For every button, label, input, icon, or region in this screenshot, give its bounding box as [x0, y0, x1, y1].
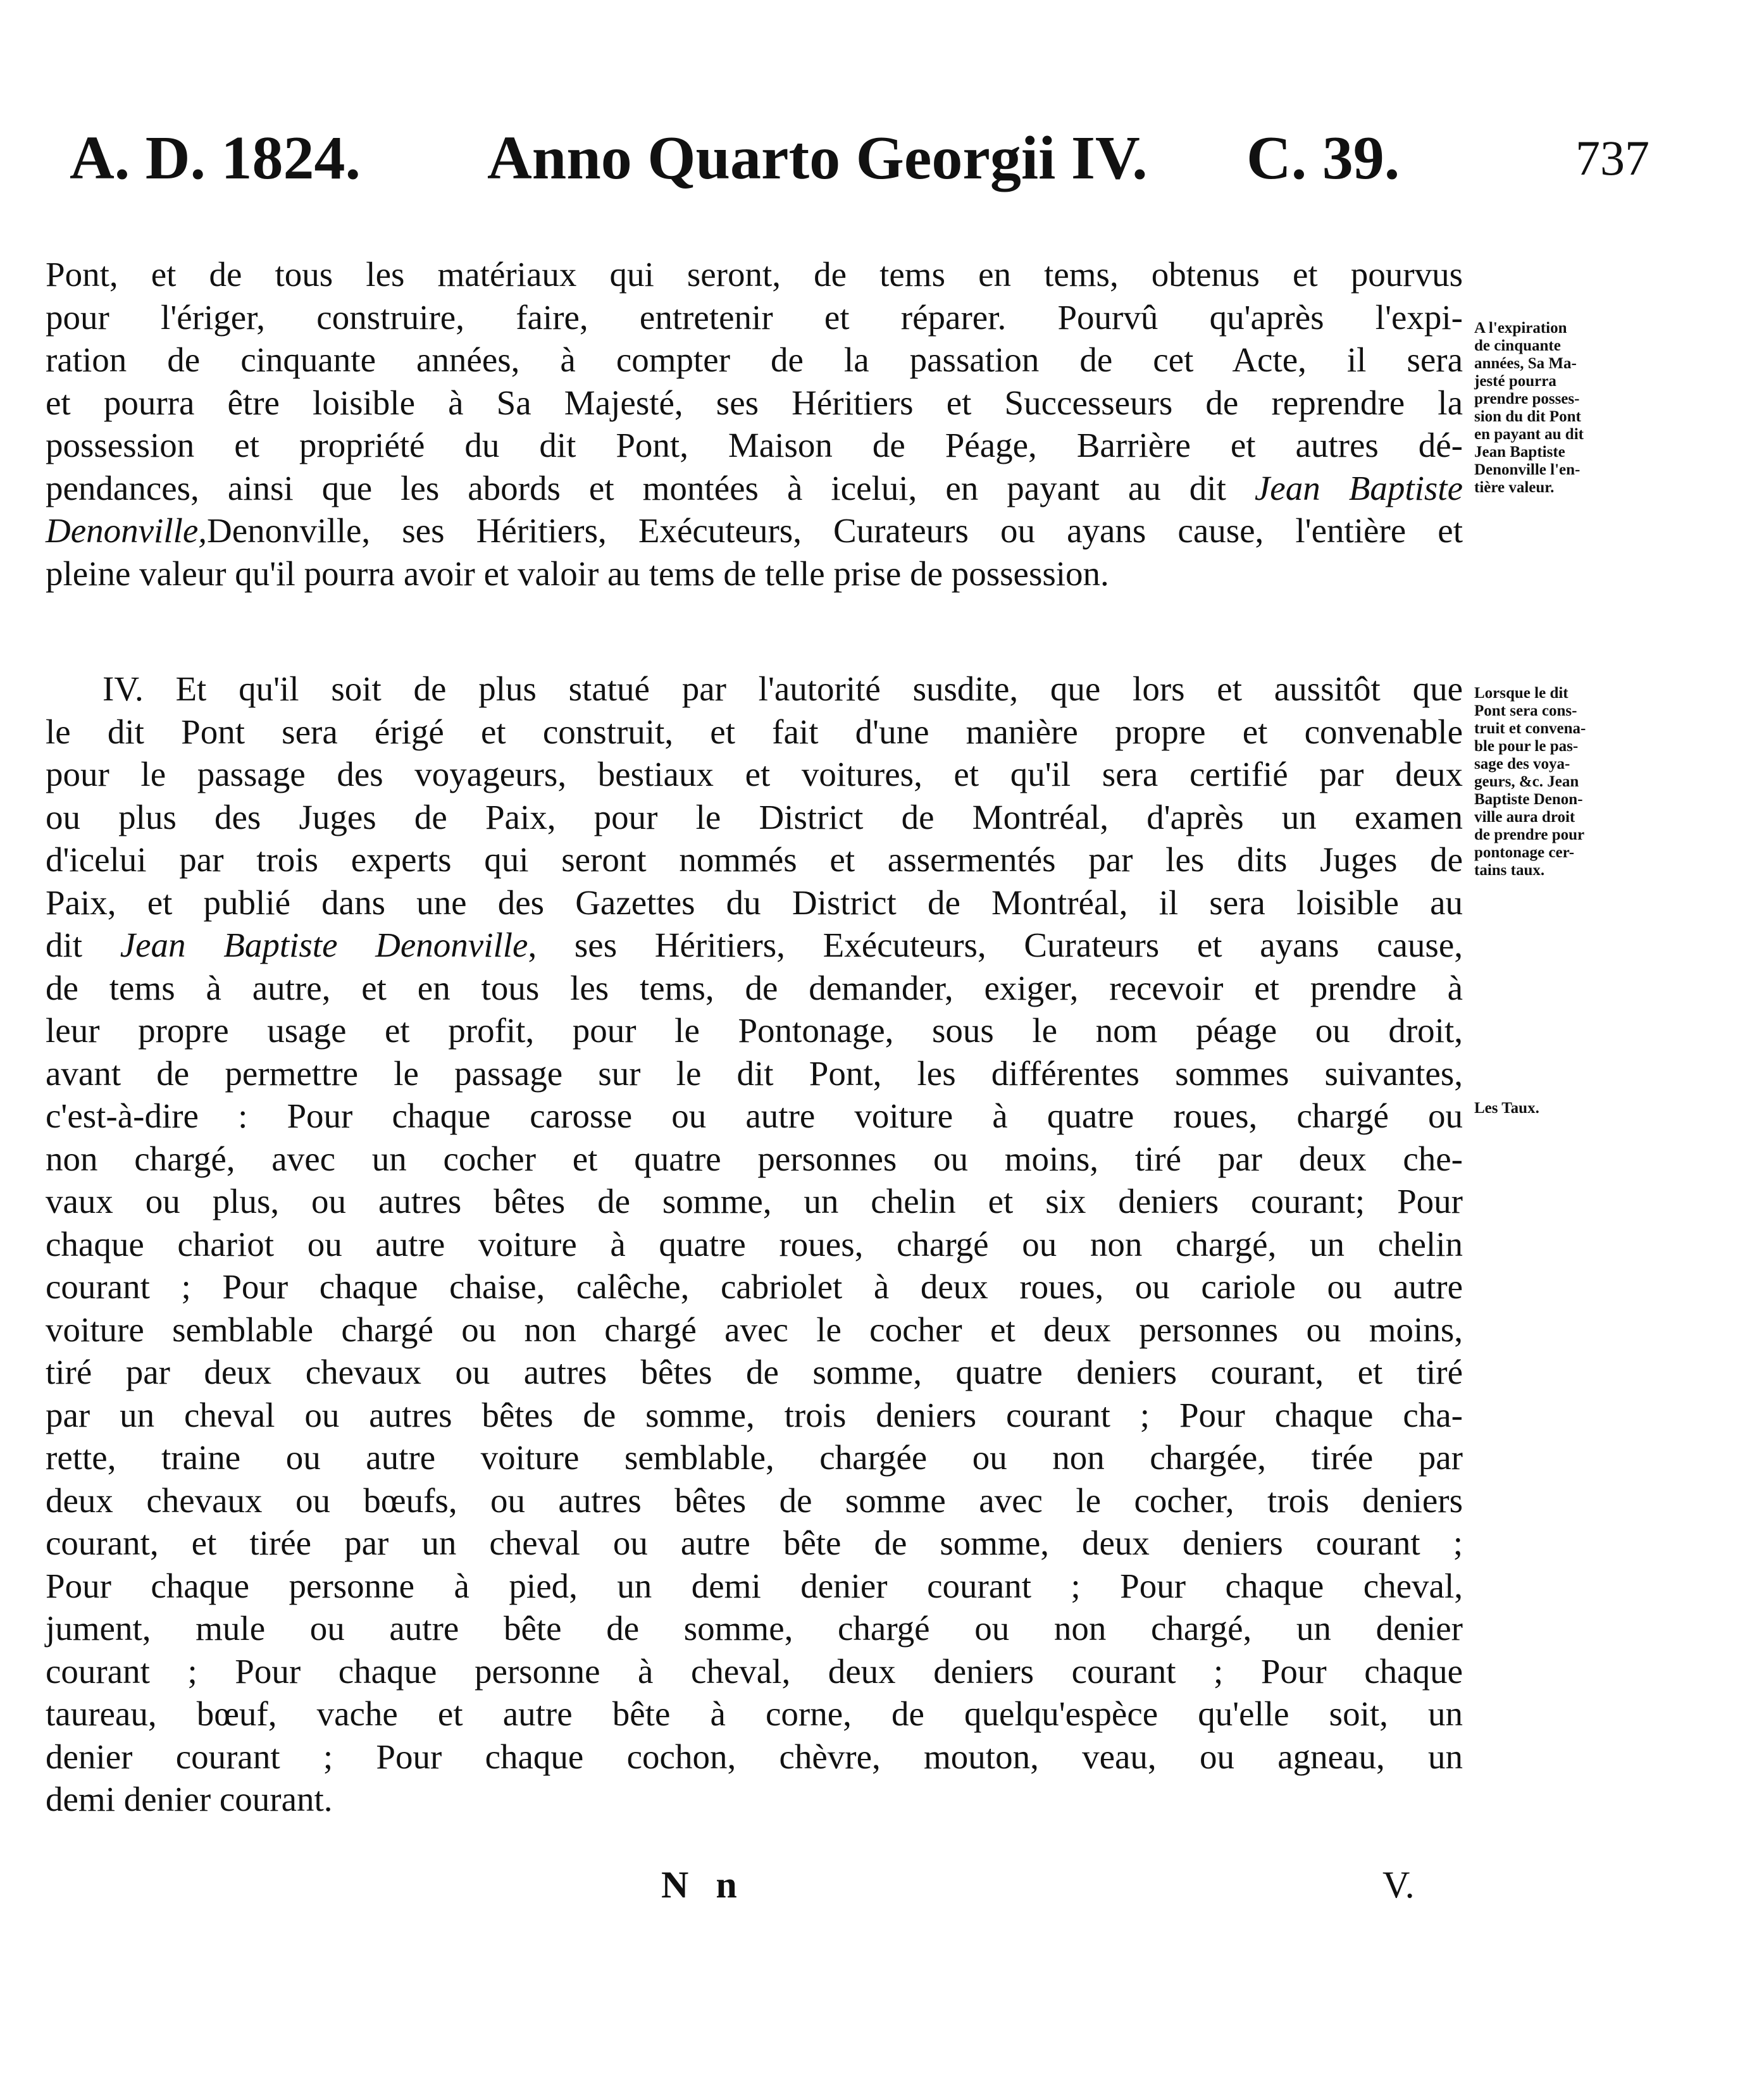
section-4-text	[46, 667, 1463, 1821]
header-regnal-year: Anno Quarto Georgii IV.	[487, 124, 1148, 192]
margin-note-line: Pont sera cons-	[1474, 702, 1577, 719]
italic-name: Jean Baptiste Denonville	[120, 926, 528, 964]
page-number: 737	[1575, 130, 1649, 185]
text-line: possession et propriété du dit Pont, Maison de Péage, Barrière et autres dé-	[46, 426, 1463, 464]
running-header	[70, 114, 1689, 202]
text-line: de tems à autre, et en tous les tems, de demander, exiger, recevoir et prendre à	[46, 968, 1463, 1007]
text-line	[46, 924, 1463, 967]
text-line: Pour chaque personne à pied, un demi denier courant ; Pour chaque cheval,	[46, 1566, 1463, 1605]
text-line: voiture semblable chargé ou non chargé avec le cocher et deux personnes ou moins,	[46, 1310, 1463, 1349]
margin-note-pontonage	[1474, 685, 1670, 879]
margin-note-line: Les Taux.	[1474, 1100, 1539, 1117]
text-line: le dit Pont sera érigé et construit, et fait d'une manière propre et convenable	[46, 712, 1463, 751]
section-3-text	[46, 253, 1463, 595]
text-line: Pont, et de tous les matériaux qui seront, de tems en tems, obtenus et pourvus	[46, 255, 1463, 294]
text-line: chaque chariot ou autre voiture à quatre roues, chargé ou non chargé, un chelin	[46, 1224, 1463, 1263]
text-line: ration de cinquante années, à compter de la passation de cet Acte, il sera	[46, 340, 1463, 379]
text-line: pour l'ériger, construire, faire, entretenir et réparer. Pourvû qu'après l'expi-	[46, 297, 1463, 337]
text-line: demi denier courant.	[46, 1780, 333, 1818]
margin-note-line: Baptiste Denon-	[1474, 791, 1583, 808]
text-line: avant de permettre le passage sur le dit Pont, les différentes sommes suivantes,	[46, 1053, 1463, 1093]
margin-note-line: sage des voya-	[1474, 755, 1570, 773]
margin-note-line: années, Sa Ma-	[1474, 355, 1577, 372]
margin-note-line: prendre posses-	[1474, 390, 1580, 407]
text-line: et pourra être loisible à Sa Majesté, ses Héritiers et Successeurs de reprendre la	[46, 383, 1463, 422]
header-chapter: C. 39.	[1246, 124, 1400, 192]
margin-note-line: sion du dit Pont	[1474, 408, 1581, 425]
text-line: courant ; Pour chaque personne à cheval, deux deniers courant ; Pour chaque	[46, 1651, 1463, 1691]
margin-note-line: ville aura droit	[1474, 809, 1575, 826]
margin-note-rates	[1474, 1100, 1670, 1117]
margin-note-line: geurs, &c. Jean	[1474, 773, 1579, 790]
signature-mark: N n	[661, 1864, 746, 1906]
text-line: deux chevaux ou bœufs, ou autres bêtes de somme avec le cocher, trois deniers	[46, 1481, 1463, 1520]
text-line: taureau, bœuf, vache et autre bête à corne, de quelqu'espèce qu'elle soit, un	[46, 1694, 1463, 1733]
text-line: Paix, et publié dans une des Gazettes du District de Montréal, il sera loisible au	[46, 883, 1463, 922]
margin-note-line: de prendre pour	[1474, 826, 1585, 843]
text-line: ou plus des Juges de Paix, pour le District de Montréal, d'après un examen	[46, 797, 1463, 836]
text-line: pleine valeur qu'il pourra avoir et valoir au tems de telle prise de possession.	[46, 554, 1109, 593]
italic-name: Jean Baptiste	[1254, 468, 1463, 507]
text-line	[46, 467, 1463, 510]
text-line: rette, traine ou autre voiture semblable, chargée ou non chargée, tirée par	[46, 1438, 1463, 1477]
text-line	[46, 667, 1463, 711]
text-line: courant ; Pour chaque chaise, calêche, cabriolet à deux roues, ou cariole ou autre	[46, 1267, 1463, 1306]
margin-note-expiration	[1474, 320, 1670, 497]
margin-note-line: pontonage cer-	[1474, 844, 1575, 861]
text-fragment: Denonville, ses Héritiers, Exécuteurs, Curateurs ou ayans cause, l'entière et	[207, 511, 1463, 550]
text-line: pour le passage des voyageurs, bestiaux et voitures, et qu'il sera certifié par deux	[46, 755, 1463, 793]
text-line: vaux ou plus, ou autres bêtes de somme, un chelin et six deniers courant; Pour	[46, 1182, 1463, 1220]
text-fragment: pendances, ainsi que les abords et montées à icelui, en payant au dit	[46, 468, 1255, 507]
italic-name: Denonville,	[46, 511, 208, 550]
section-number: IV.	[102, 669, 144, 708]
text-line: tiré par deux chevaux ou autres bêtes de somme, quatre deniers courant, et tiré	[46, 1353, 1463, 1391]
text-line: jument, mule ou autre bête de somme, chargé ou non chargé, un denier	[46, 1609, 1463, 1648]
margin-note-line: Jean Baptiste	[1474, 444, 1565, 461]
header-year: A. D. 1824.	[70, 124, 361, 192]
margin-note-line: tière valeur.	[1474, 479, 1555, 496]
margin-note-line: Denonville l'en-	[1474, 461, 1581, 478]
margin-note-line: ble pour le pas-	[1474, 738, 1579, 755]
text-line: par un cheval ou autres bêtes de somme, trois deniers courant ; Pour chaque cha-	[46, 1395, 1463, 1434]
text-line: c'est-à-dire : Pour chaque carosse ou autre voiture à quatre roues, chargé ou	[46, 1096, 1463, 1135]
margin-note-line: de cinquante	[1474, 337, 1561, 354]
catchword: V.	[1382, 1864, 1415, 1906]
margin-note-line: jesté pourra	[1474, 373, 1556, 390]
text-fragment: dit	[46, 926, 120, 964]
text-line: non chargé, avec un cocher et quatre personnes ou moins, tiré par deux che-	[46, 1139, 1463, 1178]
text-fragment: Et qu'il soit de plus statué par l'autorité susdite, que lors et aussitôt que	[143, 669, 1463, 708]
margin-note-line: truit et convena-	[1474, 720, 1586, 737]
margin-note-line: Lorsque le dit	[1474, 685, 1568, 702]
text-line: leur propre usage et profit, pour le Pontonage, sous le nom péage ou droit,	[46, 1011, 1463, 1050]
text-line: d'icelui par trois experts qui seront nommés et assermentés par les dits Juges de	[46, 840, 1463, 879]
text-line	[46, 509, 1463, 552]
text-fragment: , ses Héritiers, Exécuteurs, Curateurs et ayans cause,	[528, 926, 1463, 964]
margin-note-line: en payant au dit	[1474, 426, 1584, 443]
margin-note-line: tains taux.	[1474, 862, 1545, 879]
margin-note-line: A l'expiration	[1474, 320, 1567, 337]
text-line: denier courant ; Pour chaque cochon, chèvre, mouton, veau, ou agneau, un	[46, 1737, 1463, 1776]
text-line: courant, et tirée par un cheval ou autre bête de somme, deux deniers courant ;	[46, 1524, 1463, 1562]
